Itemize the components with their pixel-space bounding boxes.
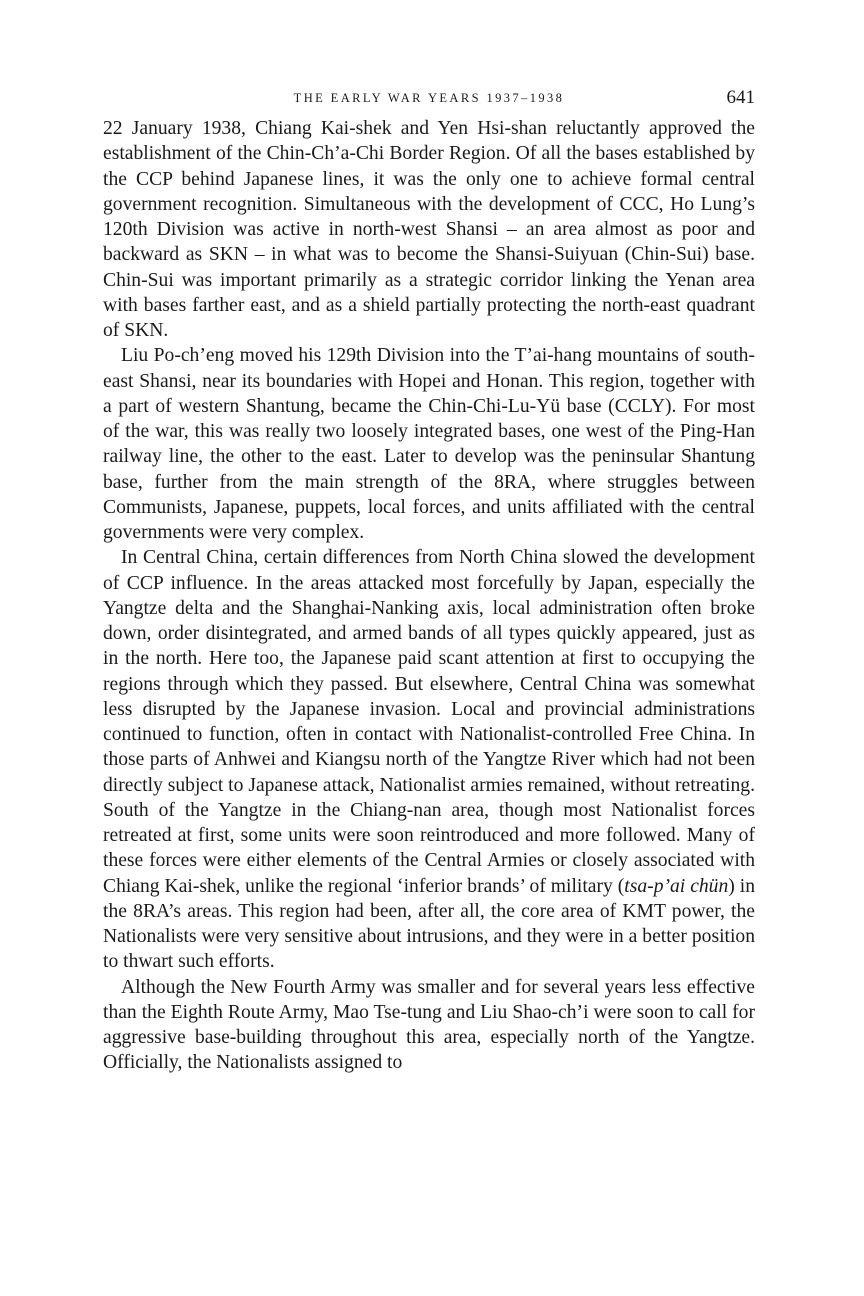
paragraph-3 [103,545,755,974]
paragraph-2: Liu Po-ch’eng moved his 129th Division into the T’ai-hang mountains of south-east Shansi, near its boundaries with Hopei and Honan. This region, together with a part of western Shantung, became the Chin-Chi-Lu-Yü base (CCLY). For most of the war, this was really two loosely integrated bases, one west of the Ping-Han railway line, the other to the east. Later to develop was the peninsular Shantung base, further from the main strength of the 8RA, where struggles between Communists, Japanese, puppets, local forces, and units affiliated with the central governments were very complex. [103,345,755,543]
paragraph-3-text-after: ) in the 8RA’s areas. This region had been, after all, the core area of KMT power, the Nationalists were very sensitive about intrusions, and they were in a better position to thwart such efforts. [103,875,755,973]
italic-term: tsa-p’ai chün [624,875,729,897]
book-page [103,86,755,1076]
body-text [103,116,755,1076]
paragraph-1: 22 January 1938, Chiang Kai-shek and Yen Hsi-shan reluctantly approved the establishment of the Chin-Ch’a-Chi Border Region. Of all the bases established by the CCP behind Japanese lines, it was the only one to achieve formal central government recognition. Simultaneous with the development of CCC, Ho Lung’s 120th Division was active in north-west Shansi – an area almost as poor and backward as SKN – in what was to become the Shansi-Suiyuan (Chin-Sui) base. Chin-Sui was important primarily as a strategic corridor linking the Yenan area with bases farther east, and as a shield partially protecting the north-east quadrant of SKN. [103,118,755,341]
paragraph-3-text-before: In Central China, certain differences from North China slowed the development of CCP influence. In the areas attacked most forcefully by Japan, especially the Yangtze delta and the Shanghai-Nanking axis, local administration often broke down, order disintegrated, and armed bands of all types quickly appeared, just as in the north. Here too, the Japanese paid scant attention at first to occupying the regions through which they passed. But elsewhere, Central China was somewhat less disrupted by the Japanese invasion. Local and provincial administrations continued to function, often in contact with Nationalist-controlled Free China. In those parts of Anhwei and Kiangsu north of the Yangtze River which had not been directly subject to Japanese attack, Nationalist armies remained, without retreating. South of the Yangtze in the Chiang-nan area, though most Nationalist forces retreated at first, some units were soon reintroduced and more followed. Many of these forces were either elements of the Central Armies or closely associated with Chiang Kai-shek, unlike the regional ‘inferior brands’ of military ( [103,547,755,897]
running-title: THE EARLY WAR YEARS 1937–1938 [293,91,565,105]
page-number: 641 [726,87,755,108]
running-head [103,86,755,116]
paragraph-4: Although the New Fourth Army was smaller and for several years less effective than the Eighth Route Army, Mao Tse-tung and Liu Shao-ch’i were soon to call for aggressive base-building throughout this area, especially north of the Yangtze. Officially, the Nationalists assigned to [103,976,755,1074]
